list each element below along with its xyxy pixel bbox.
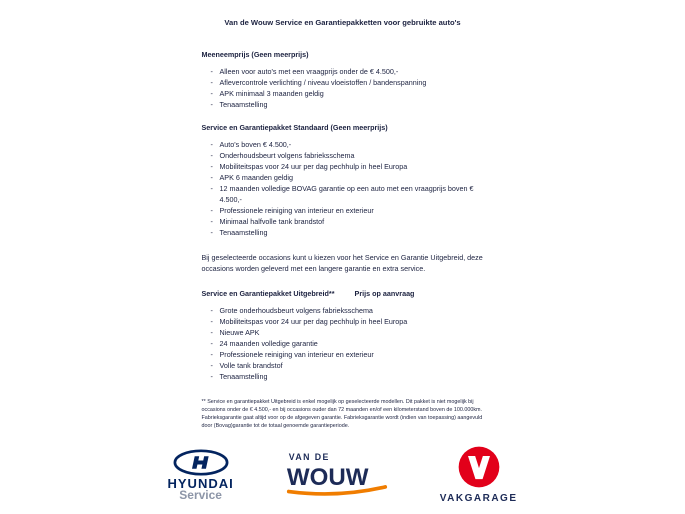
list-item: - Minimaal halfvolle tank brandstof bbox=[211, 216, 484, 227]
wouw-top-text: VAN DE bbox=[288, 452, 330, 463]
list-item: - Tenaamstelling bbox=[211, 99, 484, 110]
list-item: - Grote onderhoudsbeurt volgens fabrieksschema bbox=[211, 305, 484, 316]
list-item: - 24 maanden volledige garantie bbox=[211, 338, 484, 349]
hyundai-service-label: Service bbox=[179, 487, 222, 502]
section-heading-uitgebreid-row bbox=[202, 288, 484, 299]
bullet-list-meeneemprijs bbox=[202, 66, 484, 110]
section-heading-uitgebreid: Service en Garantiepakket Uitgebreid** bbox=[201, 289, 335, 298]
list-item: - Professionele reiniging van interieur en exterieur bbox=[211, 349, 484, 360]
list-item: - Mobiliteitspas voor 24 uur per dag pechhulp in heel Europa bbox=[211, 316, 484, 327]
section-heading-standaard: Service en Garantiepakket Standaard (Geen meerprijs) bbox=[201, 123, 388, 132]
list-item: - Mobiliteitspas voor 24 uur per dag pechhulp in heel Europa bbox=[211, 161, 484, 172]
logo-row bbox=[167, 445, 518, 504]
wouw-main-text: WOUW bbox=[286, 464, 369, 492]
wouw-wordmark-icon bbox=[286, 447, 388, 499]
list-item: - APK 6 maanden geldig bbox=[211, 172, 484, 183]
page-title: Van de Wouw Service en Garantiepakketten voor gebruikte auto's bbox=[224, 18, 461, 27]
hyundai-service-logo bbox=[168, 449, 234, 501]
hyundai-wordmark: HYUNDAI bbox=[167, 475, 234, 491]
list-item: - Tenaamstelling bbox=[211, 227, 484, 238]
document-page bbox=[167, 0, 518, 504]
list-item: - Alleen voor auto's met een vraagprijs onder de € 4.500,- bbox=[211, 66, 484, 77]
vakgarage-v-badge-icon bbox=[457, 445, 501, 489]
van-de-wouw-logo bbox=[286, 447, 388, 502]
list-item: - 12 maanden volledige BOVAG garantie op een auto met een vraagprijs boven € 4.500,- bbox=[211, 183, 484, 205]
bullet-list-standaard bbox=[202, 139, 484, 238]
list-item: - Aflevercontrole verlichting / niveau vloeistoffen / bandenspanning bbox=[211, 77, 484, 88]
list-item: - Professionele reiniging van interieur en exterieur bbox=[211, 205, 484, 216]
vakgarage-logo bbox=[440, 445, 518, 504]
list-item: - Auto's boven € 4.500,- bbox=[211, 139, 484, 150]
list-item: - Volle tank brandstof bbox=[211, 360, 484, 371]
hyundai-oval-h-icon bbox=[172, 449, 230, 476]
intro-paragraph: Bij geselecteerde occasions kunt u kiezen voor het Service en Garantie Uitgebreid, deze occasions worden geleverd met een langere garantie en extra service. bbox=[201, 253, 483, 273]
section-meeneemprijs bbox=[202, 49, 484, 110]
price-on-request-label: Prijs op aanvraag bbox=[354, 289, 415, 298]
footnote-text: ** Service en garantiepakket Uitgebreid is enkel mogelijk op geselecteerde modellen. Dit pakket is niet mogelijk bij occasions onder de € 4.500,- en bij occasions ouder dan 72 maanden en/of een kilometerstand boven de 100.000km. Fabrieksgarantie gaat altijd voor op de afgegeven garantie. Fabrieksgarantie wordt (indien van toepassing) aangevuld door (Bovag)garantie tot de totaal genoemde garantieperiode. bbox=[201, 399, 483, 429]
section-standaard bbox=[202, 122, 484, 238]
list-item: - APK minimaal 3 maanden geldig bbox=[211, 88, 484, 99]
section-uitgebreid bbox=[202, 288, 484, 382]
list-item: - Tenaamstelling bbox=[211, 371, 484, 382]
bullet-list-uitgebreid bbox=[202, 305, 484, 382]
list-item: - Nieuwe APK bbox=[211, 327, 484, 338]
list-item: - Onderhoudsbeurt volgens fabrieksschema bbox=[211, 150, 484, 161]
section-heading-meeneemprijs: Meeneemprijs (Geen meerprijs) bbox=[201, 50, 309, 59]
vakgarage-wordmark: VAKGARAGE bbox=[439, 493, 518, 504]
